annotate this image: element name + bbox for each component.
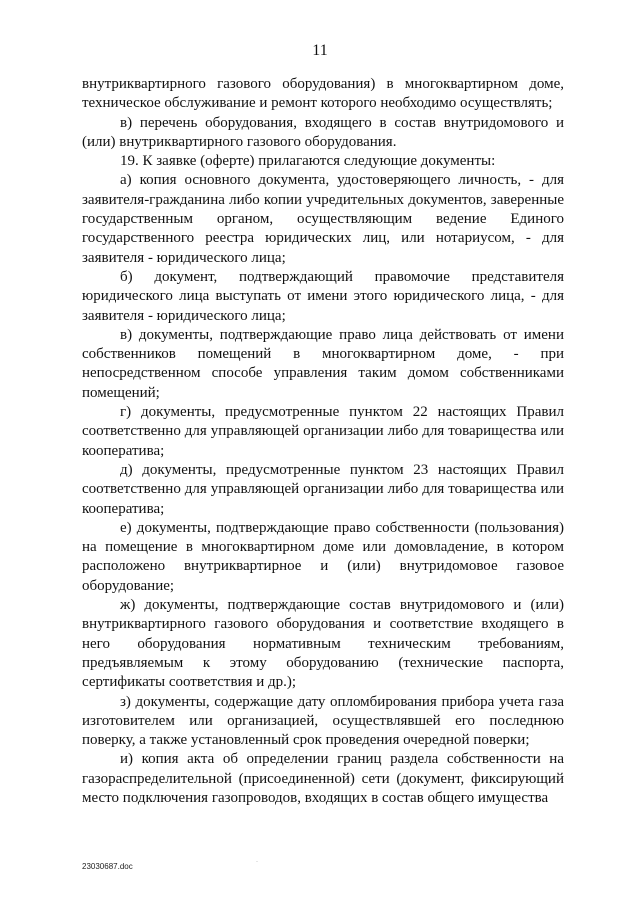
footer-document-id: 23030687.doc [82, 862, 133, 871]
page-number: 11 [312, 42, 328, 59]
paragraph-item-g: г) документы, предусмотренные пунктом 22 настоящих Правил соответственно для управляющей организации либо для товарищества или кооператива; [82, 404, 564, 459]
paragraph-item-a: а) копия основного документа, удостоверяющего личность, - для заявителя-гражданина либо копии учредительных документов, заверенные государственным органом, осуществляющим ведение Единого государственного реестра юридических лиц, или нотариусом, - для заявителя - юридического лица; [82, 172, 564, 266]
paragraph-item-d: д) документы, предусмотренные пунктом 23 настоящих Правил соответственно для управляющей организации либо для товарищества или кооператива; [82, 461, 564, 517]
paragraph-item-b: б) документ, подтверждающий правомочие представителя юридического лица выступать от имени этого юридического лица, - для заявителя - юридического лица; [82, 268, 564, 324]
paragraph-item-i: и) копия акта об определении границ раздела собственности на газораспределительной (присоединенной) сети (документ, фиксирующий место подключения газопроводов, входящих в состав общего имущества [82, 751, 564, 806]
footer-mark: · [256, 859, 258, 865]
paragraph-item-z: з) документы, содержащие дату опломбирования прибора учета газа изготовителем или организацией, осуществлявшей его последнюю поверку, а также установленный срок проведения очередной поверки; [82, 693, 564, 749]
paragraph-clause-19: 19. К заявке (оферте) прилагаются следующие документы: [120, 153, 496, 170]
paragraph-item-v: в) перечень оборудования, входящего в состав внутридомового и (или) внутриквартирного газового оборудования. [82, 114, 564, 150]
paragraph-item-zh: ж) документы, подтверждающие состав внутридомового и (или) внутриквартирного газового оборудования и соответствие входящего в него оборудования нормативным техническим требованиям, предъявляемым к этому оборудованию (технические паспорта, сертификаты соответствия и др.); [82, 597, 564, 691]
document-body [82, 75, 564, 808]
paragraph-item-v2: в) документы, подтверждающие право лица действовать от имени собственников помещений в многоквартирном доме, - при непосредственном способе управления таким домом собственниками помещений; [82, 326, 564, 401]
paragraph-continuation: внутриквартирного газового оборудования) в многоквартирном доме, техническое обслуживание и ремонт которого необходимо осуществлять; [82, 76, 564, 112]
paragraph-item-e: е) документы, подтверждающие право собственности (пользования) на помещение в многоквартирном доме или домовладение, в котором расположено внутриквартирное и (или) внутридомовое газовое оборудование; [82, 519, 564, 594]
